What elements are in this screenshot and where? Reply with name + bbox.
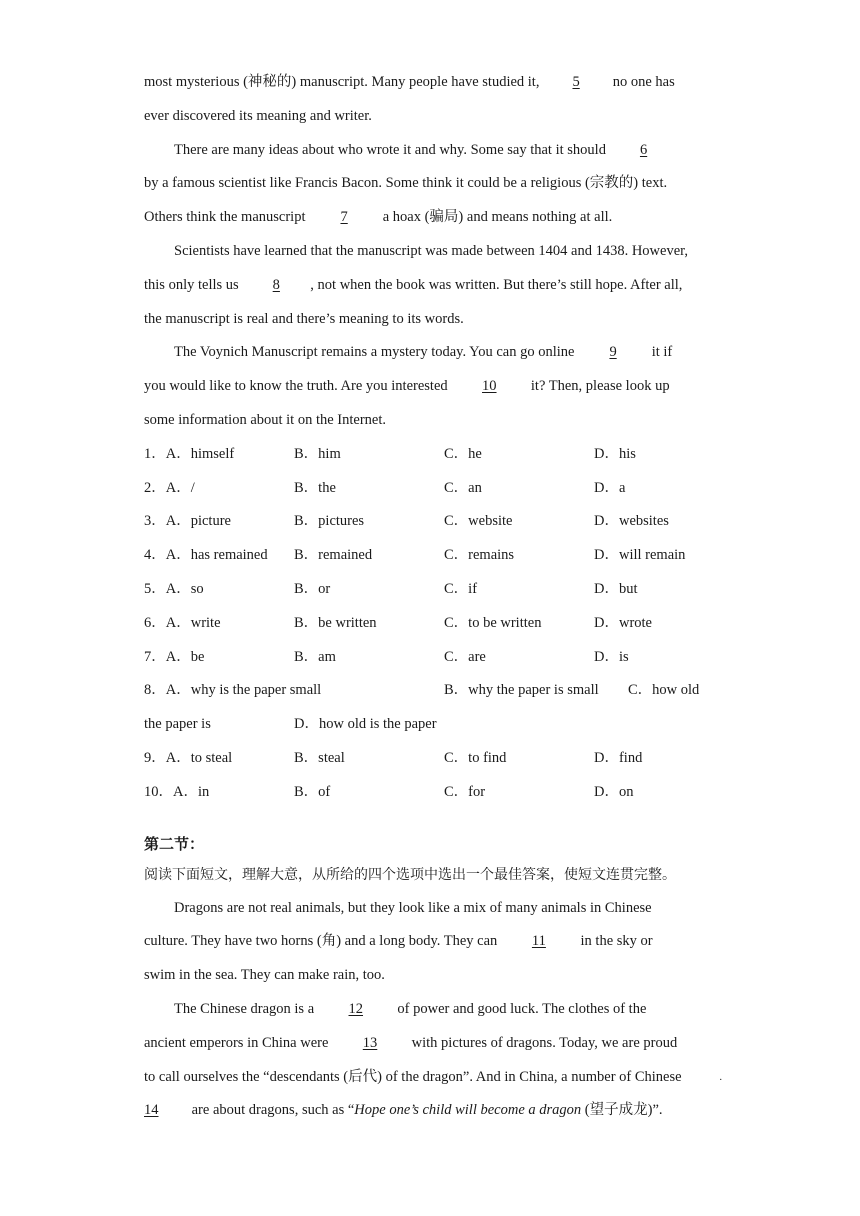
text-line: 14 are about dragons, such as “Hope one’s child will become a dragon (望子成龙)”. bbox=[144, 1094, 716, 1128]
document-page bbox=[144, 66, 722, 1128]
question-row-8: 8．A．why is the paper small B．why the paper is small C．how old bbox=[144, 674, 716, 708]
text-line: to call ourselves the “descendants (后代) of the dragon”. And in China, a number of Chinese . bbox=[144, 1061, 716, 1095]
text-line: swim in the sea. They can make rain, too. bbox=[144, 967, 385, 984]
option-c: C．if bbox=[444, 580, 478, 597]
text-line: The Chinese dragon is a 12 of power and good luck. The clothes of the bbox=[144, 993, 716, 1027]
question-row-3: 3．A．picture B．pictures C．website D．websites bbox=[144, 505, 716, 539]
text-line: by a famous scientist like Francis Bacon. Some think it could be a religious (宗教的) text. bbox=[144, 175, 668, 192]
text-line: culture. They have two horns (角) and a long body. They can 11 in the sky or bbox=[144, 925, 716, 959]
blank-13: 13 bbox=[362, 1034, 378, 1051]
option-a: A．has remained bbox=[165, 547, 268, 564]
blank-14: 14 bbox=[144, 1102, 159, 1119]
question-row-8-cont bbox=[144, 708, 716, 742]
option-c: C．to find bbox=[444, 749, 507, 766]
blank-5: 5 bbox=[572, 74, 580, 90]
option-c: C．website bbox=[444, 513, 513, 530]
blank-7: 7 bbox=[340, 209, 348, 226]
option-b: B．am bbox=[294, 648, 336, 665]
option-b: B．pictures bbox=[294, 513, 365, 530]
text-line: ever discovered its meaning and writer. bbox=[144, 107, 372, 124]
question-row-9: 9．A．to steal B．steal C．to find D．find bbox=[144, 742, 716, 776]
blank-9: 9 bbox=[609, 344, 617, 361]
option-b: B．or bbox=[294, 580, 331, 597]
blank-8: 8 bbox=[272, 276, 280, 293]
option-b: B．steal bbox=[294, 749, 345, 766]
option-c-cont: the paper is bbox=[144, 716, 211, 733]
option-b: B．the bbox=[294, 479, 336, 496]
option-c: C．are bbox=[444, 648, 486, 665]
blank-6: 6 bbox=[639, 141, 648, 158]
text-line: you would like to know the truth. Are you interested 10 it? Then, please look up bbox=[144, 370, 716, 404]
text-line: Scientists have learned that the manuscript was made between 1404 and 1438. However, bbox=[174, 242, 689, 259]
option-a: A．picture bbox=[165, 513, 231, 530]
option-c: C．to be written bbox=[444, 614, 542, 631]
option-d: D．is bbox=[594, 648, 629, 665]
option-c: C．remains bbox=[444, 547, 515, 564]
option-a: A．so bbox=[165, 580, 204, 597]
option-d: D．find bbox=[594, 749, 643, 766]
text-line: The Voynich Manuscript remains a mystery today. You can go online 9 it if bbox=[144, 336, 716, 370]
option-c: C．how old bbox=[628, 682, 700, 699]
section-title: 第二节： bbox=[144, 834, 205, 853]
text-line: this only tells us 8 , not when the book was written. But there’s still hope. After all, bbox=[144, 269, 716, 303]
option-b: B．of bbox=[294, 783, 331, 800]
option-a: A．himself bbox=[165, 445, 235, 462]
option-d: D．his bbox=[594, 445, 636, 462]
text-line: ancient emperors in China were 13 with pictures of dragons. Today, we are proud bbox=[144, 1027, 716, 1061]
option-d: D．wrote bbox=[594, 614, 652, 631]
option-b: B．him bbox=[294, 445, 341, 462]
option-d: D．on bbox=[594, 783, 634, 800]
option-c: C．he bbox=[444, 445, 482, 462]
question-row-7: 7．A．be B．am C．are D．is bbox=[144, 641, 716, 675]
option-b: B．why the paper is small bbox=[444, 682, 599, 699]
question-row-2: 2．A．/ B．the C．an D．a bbox=[144, 472, 716, 506]
option-d: D．a bbox=[594, 479, 626, 496]
option-d: D．how old is the paper bbox=[294, 716, 437, 733]
option-a: A．write bbox=[165, 614, 221, 631]
question-row-4: 4．A．has remained B．remained C．remains D．will remain bbox=[144, 539, 716, 573]
text-line: Others think the manuscript 7 a hoax (骗局) and means nothing at all. bbox=[144, 201, 716, 235]
blank-11: 11 bbox=[531, 933, 546, 950]
text-line: Dragons are not real animals, but they look like a mix of many animals in Chinese bbox=[174, 899, 652, 916]
text-line: There are many ideas about who wrote it and why. Some say that it should 6 bbox=[144, 134, 716, 168]
blank-12: 12 bbox=[348, 1000, 364, 1017]
option-a: A．in bbox=[173, 783, 210, 800]
option-b: B．be written bbox=[294, 614, 377, 631]
question-row-10: 10．A．in B．of C．for D．on bbox=[144, 776, 716, 810]
question-row-1: 1．A．himself B．him C．he D．his bbox=[144, 438, 716, 472]
option-c: C．for bbox=[444, 783, 486, 800]
blank-10: 10 bbox=[482, 378, 497, 395]
option-a: A．/ bbox=[165, 479, 195, 496]
text-line: the manuscript is real and there’s meaning to its words. bbox=[144, 310, 464, 327]
text-line: some information about it on the Internet. bbox=[144, 411, 387, 428]
option-a: A．why is the paper small bbox=[165, 682, 322, 699]
question-list bbox=[144, 438, 716, 810]
option-a: A．to steal bbox=[165, 749, 233, 766]
option-a: A．be bbox=[165, 648, 205, 665]
option-c: C．an bbox=[444, 479, 482, 496]
option-d: D．but bbox=[594, 580, 638, 597]
option-d: D．websites bbox=[594, 513, 669, 530]
option-b: B．remained bbox=[294, 547, 373, 564]
option-d: D．will remain bbox=[594, 547, 686, 564]
text-line: most mysterious (神秘的) manuscript. Many people have studied it, 5 no one has bbox=[144, 66, 716, 100]
section-instruction: 阅读下面短文，理解大意，从所给的四个选项中选出一个最佳答案，使短文连贯完整。 bbox=[144, 866, 676, 883]
margin-mark: . bbox=[719, 1071, 722, 1083]
question-row-5: 5．A．so B．or C．if D．but bbox=[144, 573, 716, 607]
question-row-6: 6．A．write B．be written C．to be written D．wrote bbox=[144, 607, 716, 641]
